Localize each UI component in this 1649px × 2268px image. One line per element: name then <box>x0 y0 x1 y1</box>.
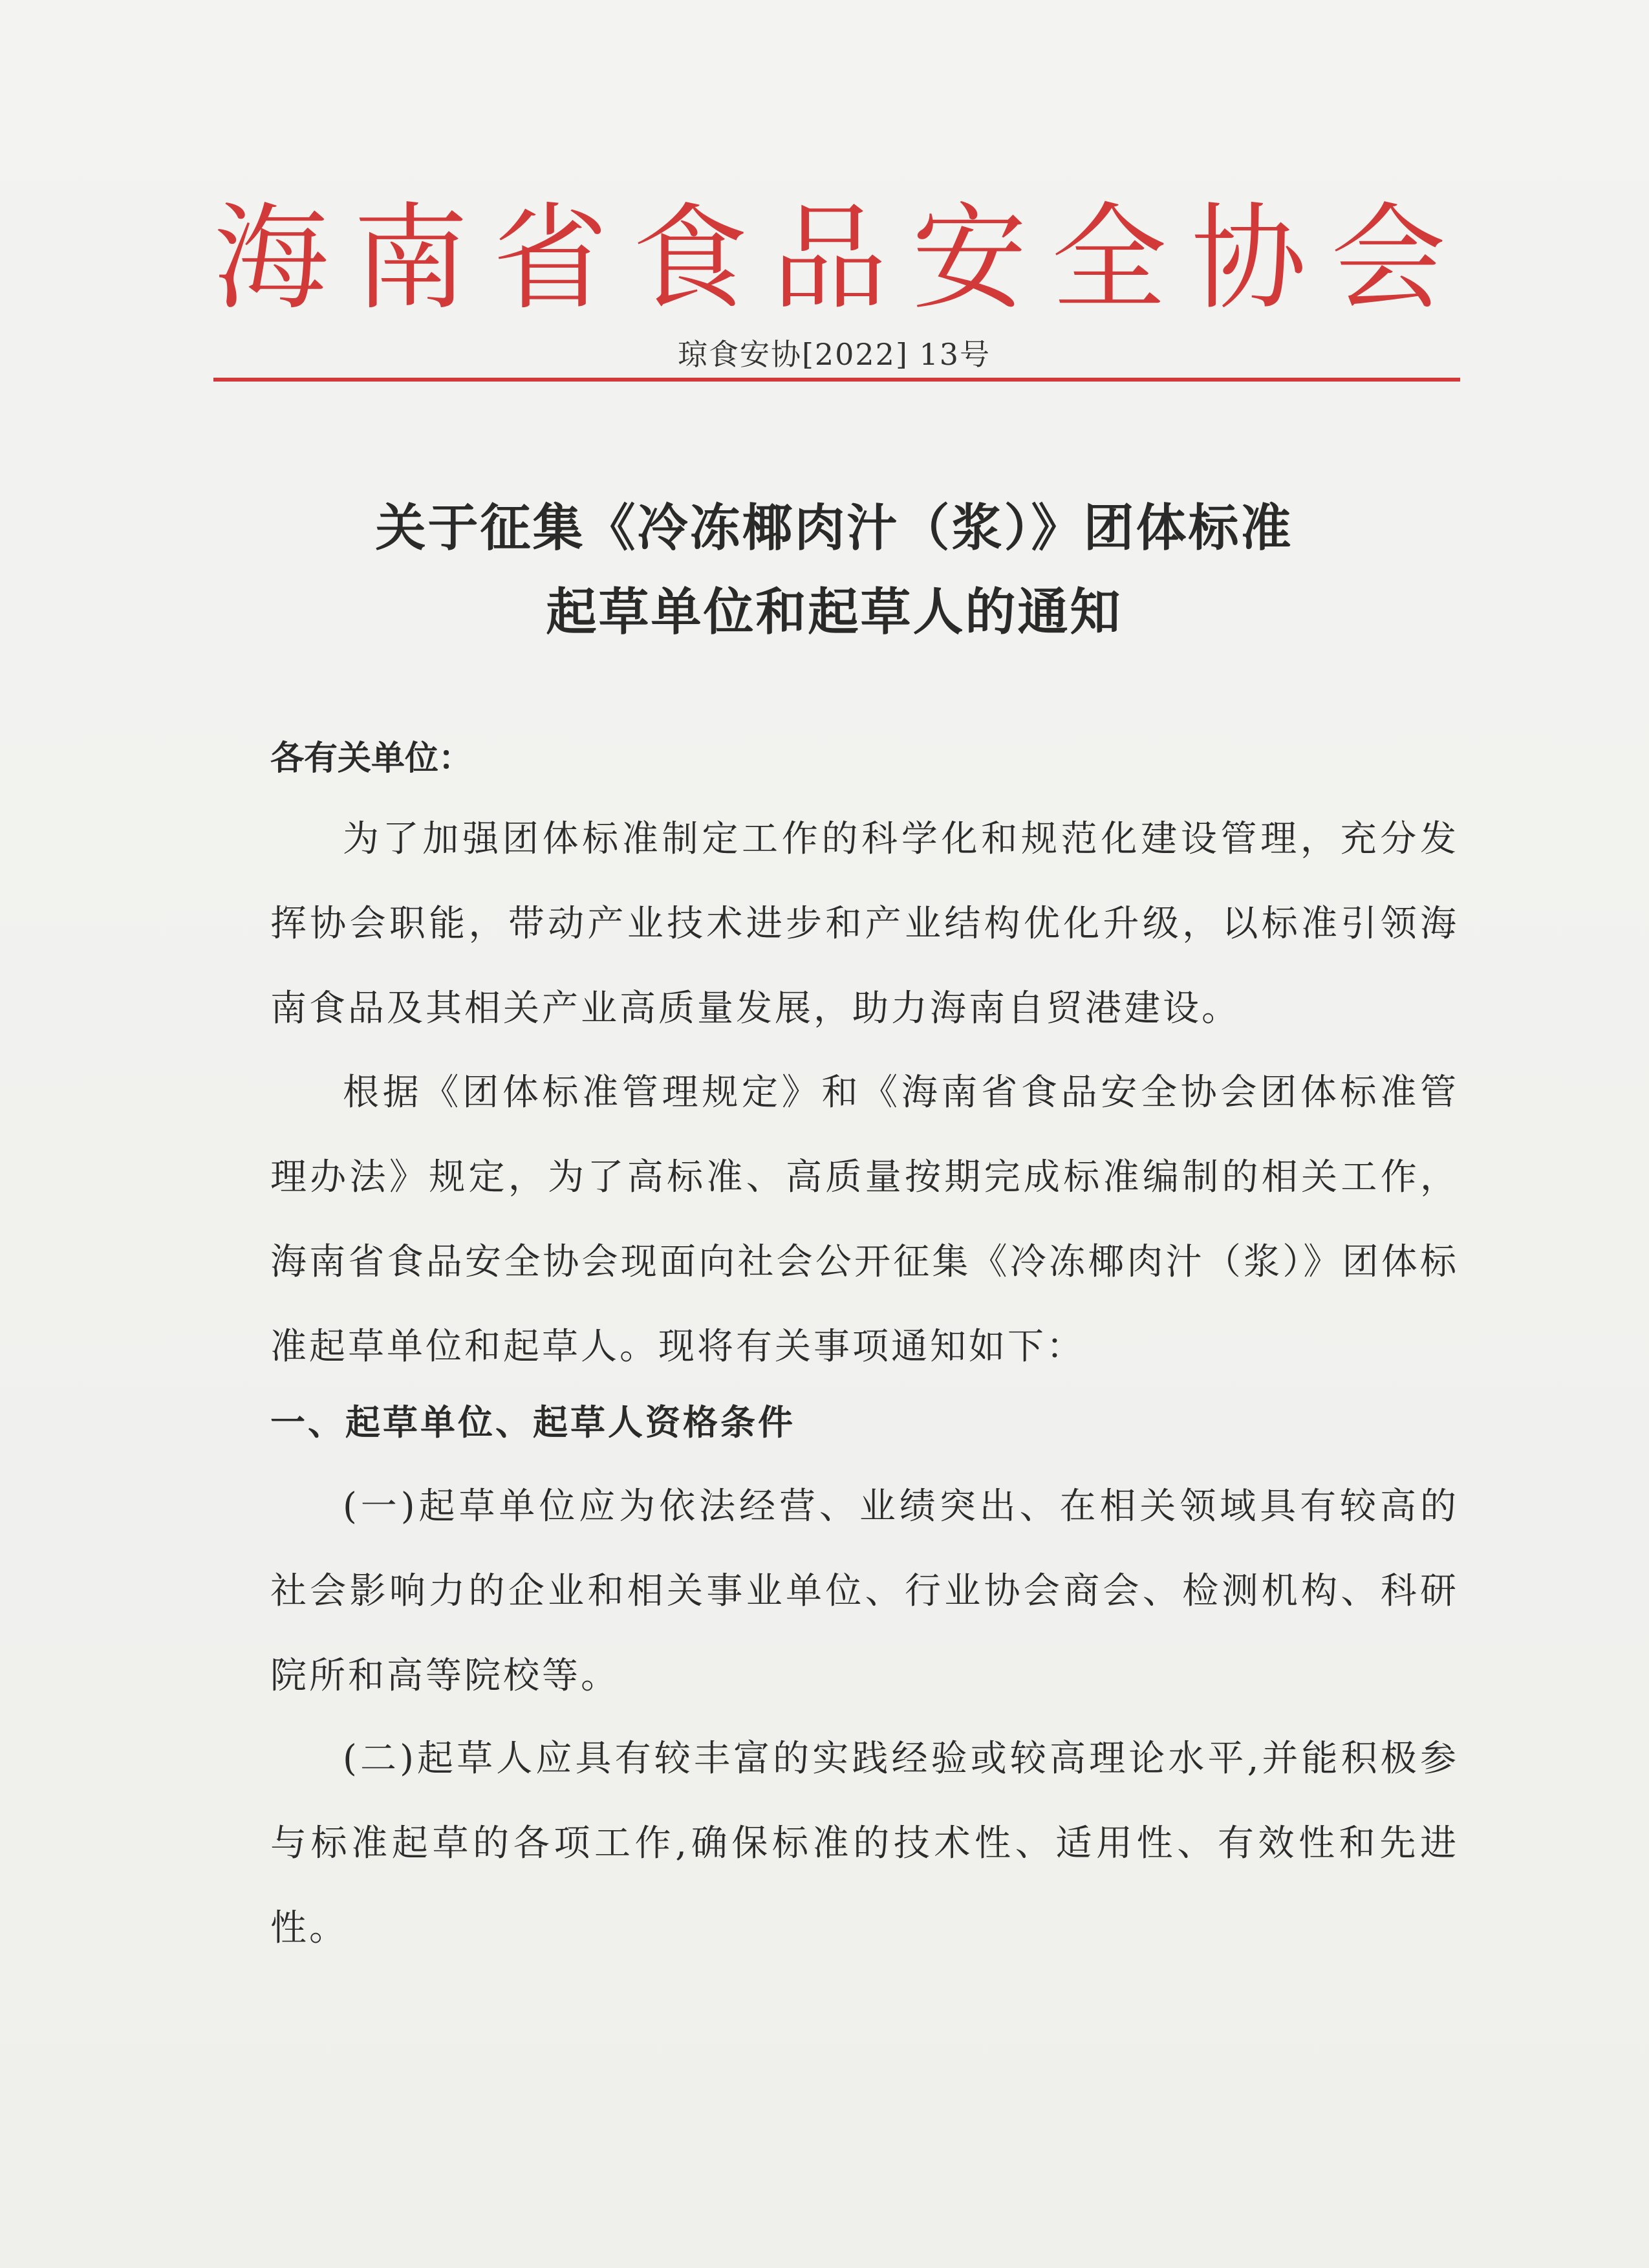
qualification-item-2: (二)起草人应具有较丰富的实践经验或较高理论水平,并能积极参与标准起草的各项工作,确保标准的技术性、适用性、有效性和先进性。 <box>270 1738 1459 1949</box>
paragraph-basis: 根据《团体标准管理规定》和《海南省食品安全协会团体标准管理办法》规定，为了高标准、高质量按期完成标准编制的相关工作，海南省食品安全协会现面向社会公开征集《冷冻椰肉汁（浆）》团体标准起草单位和起草人。现将有关事项通知如下： <box>270 1072 1459 1368</box>
title-line-2: 起草单位和起草人的通知 <box>546 583 1123 642</box>
document-title <box>213 486 1455 654</box>
document-number: 琼食安协[2022] 13号 <box>677 337 991 372</box>
qualification-item-1: (一)起草单位应为依法经营、业绩突出、在相关领域具有较高的社会影响力的企业和相关事业单位、行业协会商会、检测机构、科研院所和高等院校等。 <box>270 1485 1459 1697</box>
section-heading-qualifications: 一、起草单位、起草人资格条件 <box>270 1402 795 1443</box>
paragraph-purpose: 为了加强团体标准制定工作的科学化和规范化建设管理，充分发挥协会职能，带动产业技术进步和产业结构优化升级，以标准引领海南食品及其相关产业高质量发展，助力海南自贸港建设。 <box>270 818 1459 1030</box>
letterhead-divider <box>213 378 1460 382</box>
letterhead-organization: 海南省食品安全协会 <box>213 191 1471 325</box>
salutation: 各有关单位： <box>270 739 473 778</box>
title-line-1: 关于征集《冷冻椰肉汁（浆）》团体标准 <box>375 499 1293 557</box>
